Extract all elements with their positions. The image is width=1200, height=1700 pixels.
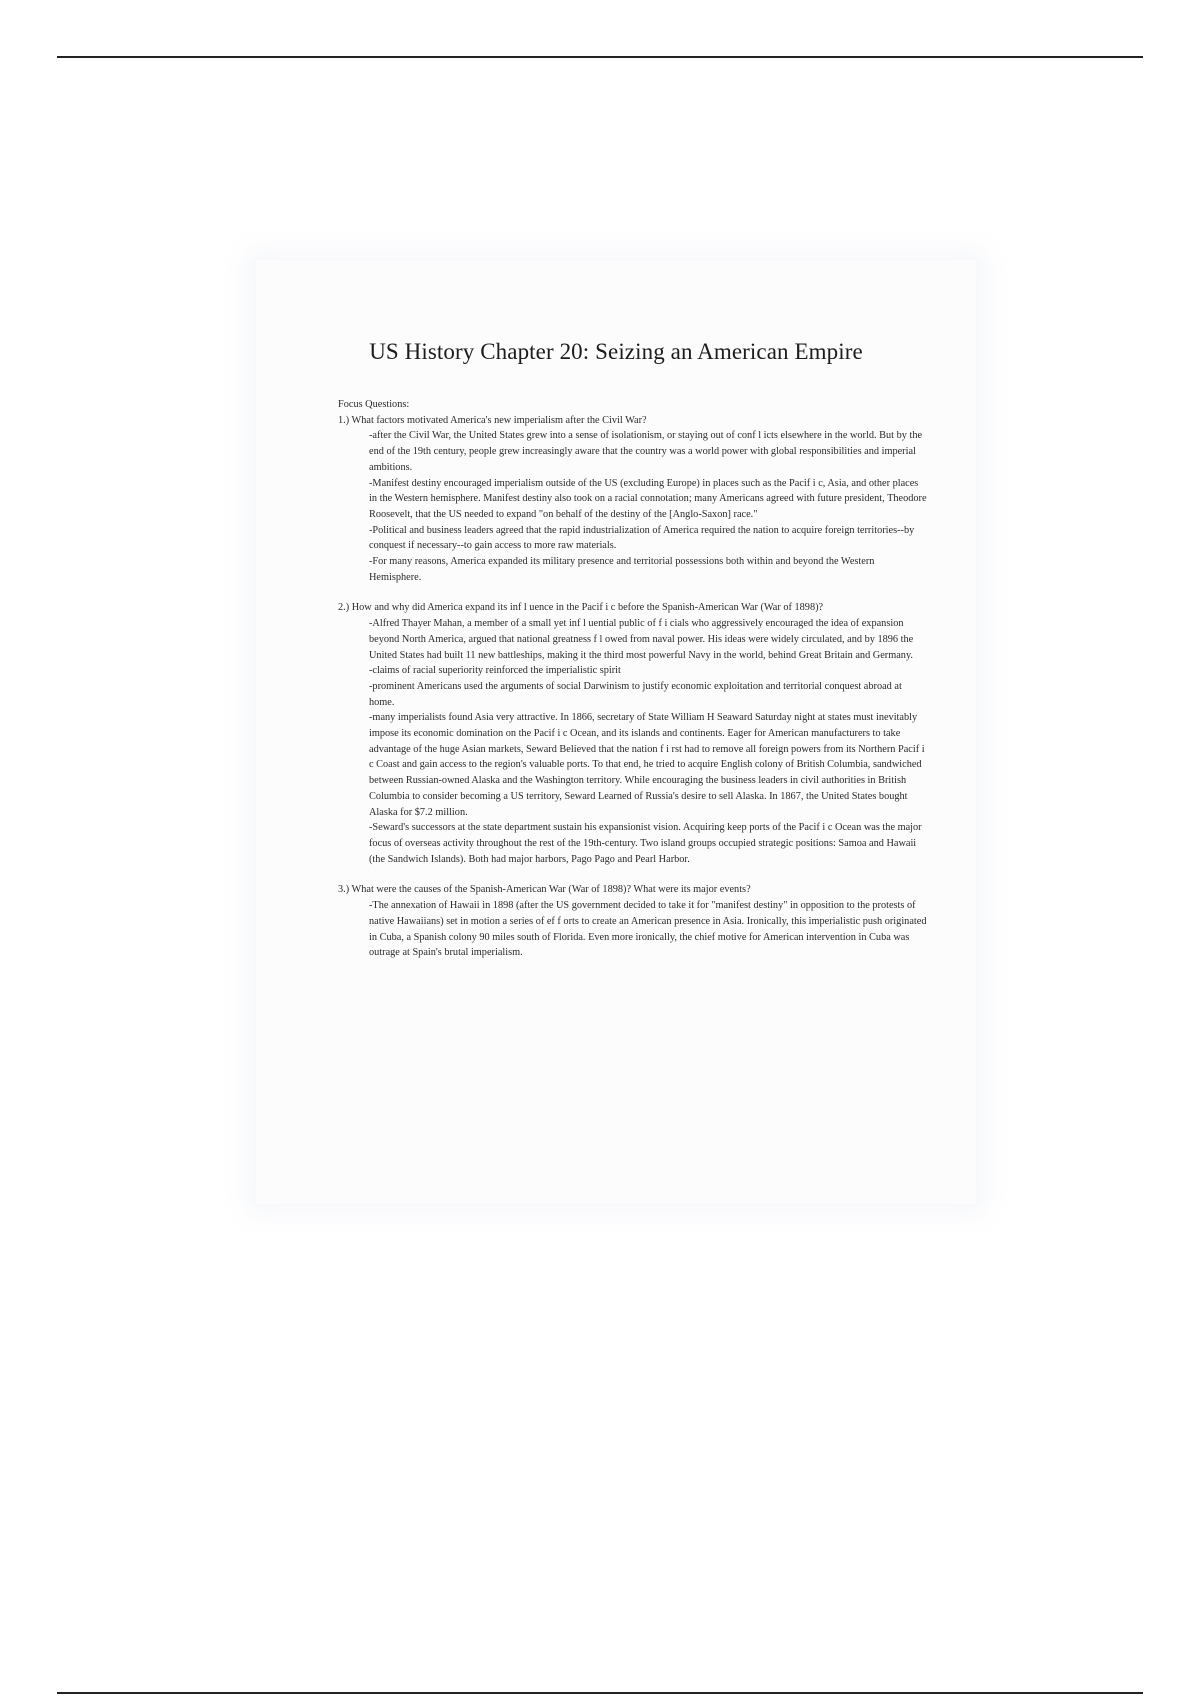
question-2: 2.) How and why did America expand its inf l uence in the Pacif i c before the Spanish-American War (War of 1898)? — [338, 602, 824, 614]
answer-1-3: -Political and business leaders agreed that the rapid industrialization of America required the nation to acquire foreign territories--by conquest if necessary--to gain access to more raw materials. — [369, 524, 915, 552]
bottom-divider — [57, 1692, 1143, 1694]
answer-2-2: -claims of racial superiority reinforced the imperialistic spirit — [369, 665, 621, 677]
top-divider — [57, 56, 1143, 58]
question-block-2 — [338, 600, 928, 867]
paragraph-spacer — [338, 585, 928, 600]
answer-2-3: -prominent Americans used the arguments of social Darwinism to justify economic exploitation and territorial conquest abroad at home. — [369, 680, 902, 708]
question-block-1 — [338, 413, 928, 586]
answer-1-2: -Manifest destiny encouraged imperialism outside of the US (excluding Europe) in places such as the Pacif i c, Asia, and other places in the Western hemisphere. Manifest destiny also took on a racial connotation; many Americans agreed with future president, Theodore Roosevelt, that the US needed to expand "on behalf of the destiny of the [Anglo-Saxon] race." — [369, 477, 927, 520]
answer-2-4: -many imperialists found Asia very attractive. In 1866, secretary of State William H Seaward Saturday night at states must inevitably impose its economic domination on the Pacif i c Ocean, and its islands and continents. Eager for American manufacturers to take advantage of the huge Asian markets, Seward Believed that the nation f i rst had to remove all foreign powers from its Northern Pacif i c Coast and gain access to the region's valuable ports. To that end, he tried to acquire English colony of British Columbia, sandwiched between Russian-owned Alaska and the Washington territory. While encouraging the business leaders in civil authorities in British Columbia to consider becoming a US territory, Seward Learned of Russia's desire to sell Alaska. In 1867, the United States bought Alaska for $7.2 million. — [369, 712, 925, 818]
answer-1-4: -For many reasons, America expanded its military presence and territorial possessions both within and beyond the Western Hemisphere. — [369, 556, 875, 583]
question-3: 3.) What were the causes of the Spanish-American War (War of 1898)? What were its major events? — [338, 884, 751, 896]
focus-questions-heading: Focus Questions: — [338, 399, 410, 410]
document-page-image — [256, 260, 976, 1204]
question-1: 1.) What factors motivated America's new imperialism after the Civil War? — [338, 414, 647, 426]
answer-2-1: -Alfred Thayer Mahan, a member of a small yet inf l uential public of f i cials who aggressively encouraged the idea of expansion beyond North America, argued that national greatness f l owed from naval power. His ideas were widely circulated, and by 1896 the United States had built 11 new battleships, making it the third most powerful Navy in the world, behind Great Britain and Germany. — [369, 618, 914, 661]
answer-2-5: -Seward's successors at the state department sustain his expansionist vision. Acquiring keep ports of the Pacif i c Ocean was the major focus of overseas activity throughout the rest of the 19th-century. Two island groups occupied strategic positions: Samoa and Hawaii (the Sandwich Islands). Both had major harbors, Pago Pago and Pearl Harbor. — [369, 822, 922, 865]
answer-1-1: -after the Civil War, the United States grew into a sense of isolationism, or staying out of conf l icts elsewhere in the world. But by the end of the 19th century, people grew increasingly aware that the country was a world power with global responsibilities and imperial ambitions. — [369, 430, 923, 473]
paragraph-spacer — [338, 867, 928, 882]
document-title: US History Chapter 20: Seizing an American Empire — [369, 339, 863, 364]
answer-3-1: -The annexation of Hawaii in 1898 (after the US government decided to take it for "manifest destiny" in opposition to the protests of native Hawaiians) set in motion a series of ef f orts to create an American presence in Asia. Ironically, this imperialistic push originated in Cuba, a Spanish colony 90 miles south of Florida. Even more ironically, the chief motive for American intervention in Cuba was outrage at Spain's brutal imperialism. — [369, 900, 927, 959]
question-block-3 — [338, 882, 928, 961]
document-body — [338, 397, 928, 961]
